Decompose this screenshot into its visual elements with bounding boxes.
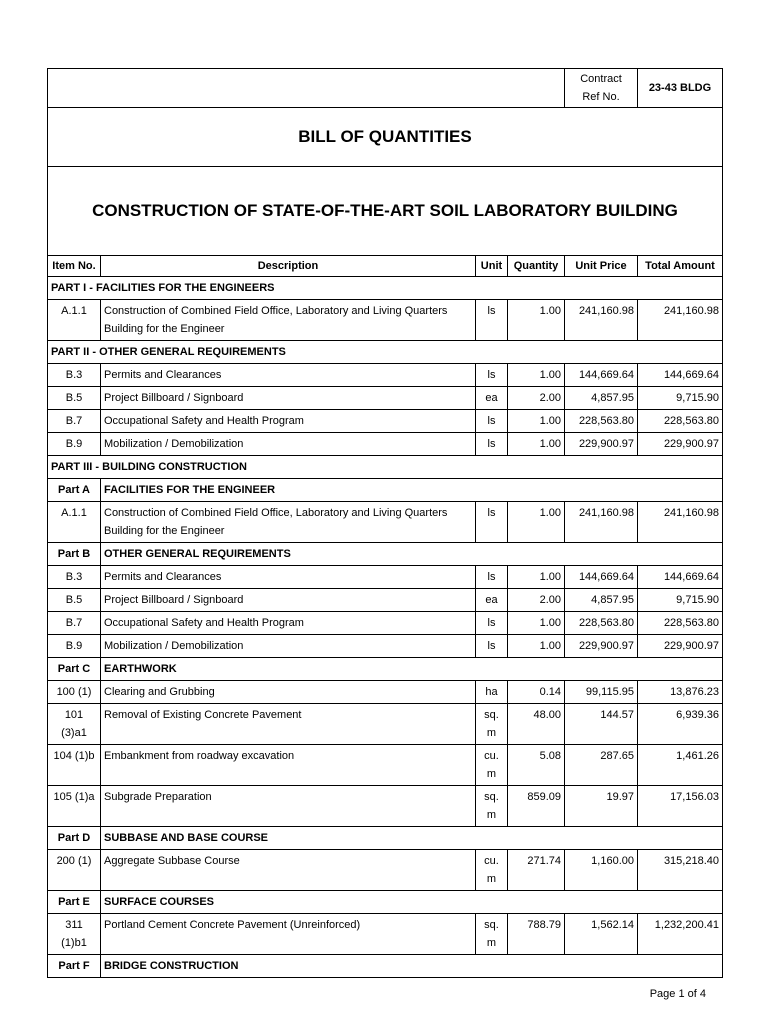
part-f-title: BRIDGE CONSTRUCTION: [101, 955, 723, 978]
quantity-cell: 1.00: [508, 635, 565, 658]
part-c-title: EARTHWORK: [101, 658, 723, 681]
item-no-cell: B.3: [48, 364, 101, 387]
part-d-title: SUBBASE AND BASE COURSE: [101, 827, 723, 850]
total-amount-cell: 229,900.97: [638, 433, 723, 456]
unit-cell: ha: [476, 681, 508, 704]
section-part-2: PART II - OTHER GENERAL REQUIREMENTS: [48, 341, 723, 364]
unit-price-cell: 287.65: [565, 745, 638, 786]
header-blank-cell: [48, 69, 565, 108]
table-row: [48, 566, 723, 589]
unit-price-cell: 229,900.97: [565, 635, 638, 658]
unit-cell: ls: [476, 502, 508, 543]
total-amount-cell: 13,876.23: [638, 681, 723, 704]
description-cell: Project Billboard / Signboard: [101, 387, 476, 410]
description-cell: Occupational Safety and Health Program: [101, 612, 476, 635]
section-part-1: PART I - FACILITIES FOR THE ENGINEERS: [48, 277, 723, 300]
description-cell: Clearing and Grubbing: [101, 681, 476, 704]
unit-price-cell: 4,857.95: [565, 387, 638, 410]
total-amount-cell: 9,715.90: [638, 387, 723, 410]
total-amount-cell: 17,156.03: [638, 786, 723, 827]
page-number: Page 1 of 4: [649, 988, 706, 1000]
item-no-cell: B.5: [48, 589, 101, 612]
unit-price-cell: 144,669.64: [565, 566, 638, 589]
unit-price-cell: 241,160.98: [565, 502, 638, 543]
part-header-row: [48, 658, 723, 681]
subtitle-row: [48, 167, 723, 256]
unit-cell: ls: [476, 612, 508, 635]
total-amount-cell: 229,900.97: [638, 635, 723, 658]
quantity-cell: 859.09: [508, 786, 565, 827]
table-row: [48, 745, 723, 786]
table-row: [48, 387, 723, 410]
col-header-quantity: Quantity: [508, 256, 565, 277]
unit-price-cell: 229,900.97: [565, 433, 638, 456]
contract-ref-label: [565, 69, 638, 108]
description-cell: Removal of Existing Concrete Pavement: [101, 704, 476, 745]
item-no-cell: 104 (1)b: [48, 745, 101, 786]
total-amount-cell: 9,715.90: [638, 589, 723, 612]
quantity-cell: 2.00: [508, 387, 565, 410]
quantity-cell: 1.00: [508, 300, 565, 341]
unit-cell: sq. m: [476, 704, 508, 745]
description-cell: Construction of Combined Field Office, Laboratory and Living Quarters Building for the Engineer: [101, 300, 476, 341]
total-amount-cell: 241,160.98: [638, 502, 723, 543]
total-amount-cell: 241,160.98: [638, 300, 723, 341]
item-no-cell: B.3: [48, 566, 101, 589]
boq-table: [47, 68, 723, 978]
part-e-label: Part E: [48, 891, 101, 914]
item-no-cell: B.5: [48, 387, 101, 410]
unit-cell: cu. m: [476, 745, 508, 786]
unit-price-cell: 1,562.14: [565, 914, 638, 955]
unit-price-cell: 19.97: [565, 786, 638, 827]
quantity-cell: 1.00: [508, 433, 565, 456]
table-row: [48, 635, 723, 658]
description-cell: Portland Cement Concrete Pavement (Unreinforced): [101, 914, 476, 955]
quantity-cell: 0.14: [508, 681, 565, 704]
unit-price-cell: 241,160.98: [565, 300, 638, 341]
unit-cell: ls: [476, 635, 508, 658]
contract-ref-row: [48, 69, 723, 108]
part-a-label: Part A: [48, 479, 101, 502]
section-part-3: PART III - BUILDING CONSTRUCTION: [48, 456, 723, 479]
boq-table-body: [48, 69, 723, 978]
col-header-description: Description: [101, 256, 476, 277]
part-header-row: [48, 955, 723, 978]
total-amount-cell: 1,461.26: [638, 745, 723, 786]
unit-cell: ls: [476, 300, 508, 341]
table-row: [48, 786, 723, 827]
table-row: [48, 502, 723, 543]
total-amount-cell: 144,669.64: [638, 364, 723, 387]
item-no-cell: 311 (1)b1: [48, 914, 101, 955]
quantity-cell: 2.00: [508, 589, 565, 612]
quantity-cell: 788.79: [508, 914, 565, 955]
table-row: [48, 681, 723, 704]
title-row: [48, 108, 723, 167]
document-title: BILL OF QUANTITIES: [48, 108, 723, 167]
table-row: [48, 612, 723, 635]
unit-cell: ls: [476, 433, 508, 456]
description-cell: Permits and Clearances: [101, 566, 476, 589]
quantity-cell: 1.00: [508, 566, 565, 589]
col-header-unit-price: Unit Price: [565, 256, 638, 277]
table-row: [48, 914, 723, 955]
part-header-row: [48, 827, 723, 850]
unit-cell: ls: [476, 410, 508, 433]
contract-label-line2: Ref No.: [582, 91, 620, 103]
description-cell: Embankment from roadway excavation: [101, 745, 476, 786]
item-no-cell: B.9: [48, 433, 101, 456]
part-f-label: Part F: [48, 955, 101, 978]
total-amount-cell: 1,232,200.41: [638, 914, 723, 955]
item-no-cell: 100 (1): [48, 681, 101, 704]
total-amount-cell: 144,669.64: [638, 566, 723, 589]
table-row: [48, 850, 723, 891]
section-header-row: [48, 456, 723, 479]
item-no-cell: 101 (3)a1: [48, 704, 101, 745]
item-no-cell: B.7: [48, 410, 101, 433]
unit-price-cell: 99,115.95: [565, 681, 638, 704]
unit-cell: ea: [476, 387, 508, 410]
col-header-item: Item No.: [48, 256, 101, 277]
section-header-row: [48, 277, 723, 300]
quantity-cell: 271.74: [508, 850, 565, 891]
item-no-cell: A.1.1: [48, 502, 101, 543]
bill-of-quantities-sheet: [47, 68, 722, 978]
unit-price-cell: 4,857.95: [565, 589, 638, 612]
part-a-title: FACILITIES FOR THE ENGINEER: [101, 479, 723, 502]
table-row: [48, 704, 723, 745]
part-b-label: Part B: [48, 543, 101, 566]
unit-cell: ea: [476, 589, 508, 612]
unit-price-cell: 1,160.00: [565, 850, 638, 891]
total-amount-cell: 6,939.36: [638, 704, 723, 745]
col-header-unit: Unit: [476, 256, 508, 277]
project-title: CONSTRUCTION OF STATE-OF-THE-ART SOIL LABORATORY BUILDING: [48, 167, 723, 256]
quantity-cell: 48.00: [508, 704, 565, 745]
table-row: [48, 300, 723, 341]
part-header-row: [48, 479, 723, 502]
part-c-label: Part C: [48, 658, 101, 681]
item-no-cell: B.7: [48, 612, 101, 635]
table-row: [48, 410, 723, 433]
quantity-cell: 1.00: [508, 502, 565, 543]
section-header-row: [48, 341, 723, 364]
part-d-label: Part D: [48, 827, 101, 850]
description-cell: Construction of Combined Field Office, Laboratory and Living Quarters Building for the Engineer: [101, 502, 476, 543]
contract-label-line1: Contract: [580, 73, 622, 85]
total-amount-cell: 228,563.80: [638, 612, 723, 635]
total-amount-cell: 228,563.80: [638, 410, 723, 433]
unit-cell: cu. m: [476, 850, 508, 891]
description-cell: Subgrade Preparation: [101, 786, 476, 827]
quantity-cell: 1.00: [508, 364, 565, 387]
description-cell: Aggregate Subbase Course: [101, 850, 476, 891]
item-no-cell: A.1.1: [48, 300, 101, 341]
description-cell: Mobilization / Demobilization: [101, 433, 476, 456]
unit-price-cell: 144,669.64: [565, 364, 638, 387]
unit-cell: sq. m: [476, 914, 508, 955]
unit-cell: ls: [476, 364, 508, 387]
unit-price-cell: 144.57: [565, 704, 638, 745]
description-cell: Mobilization / Demobilization: [101, 635, 476, 658]
unit-cell: ls: [476, 566, 508, 589]
table-row: [48, 589, 723, 612]
unit-cell: sq. m: [476, 786, 508, 827]
unit-price-cell: 228,563.80: [565, 410, 638, 433]
contract-ref-value: 23-43 BLDG: [638, 69, 723, 108]
part-e-title: SURFACE COURSES: [101, 891, 723, 914]
unit-price-cell: 228,563.80: [565, 612, 638, 635]
quantity-cell: 1.00: [508, 612, 565, 635]
item-no-cell: 200 (1): [48, 850, 101, 891]
part-header-row: [48, 891, 723, 914]
item-no-cell: B.9: [48, 635, 101, 658]
table-row: [48, 364, 723, 387]
column-header-row: [48, 256, 723, 277]
quantity-cell: 1.00: [508, 410, 565, 433]
quantity-cell: 5.08: [508, 745, 565, 786]
table-row: [48, 433, 723, 456]
item-no-cell: 105 (1)a: [48, 786, 101, 827]
col-header-total: Total Amount: [638, 256, 723, 277]
part-header-row: [48, 543, 723, 566]
description-cell: Occupational Safety and Health Program: [101, 410, 476, 433]
description-cell: Permits and Clearances: [101, 364, 476, 387]
part-b-title: OTHER GENERAL REQUIREMENTS: [101, 543, 723, 566]
description-cell: Project Billboard / Signboard: [101, 589, 476, 612]
total-amount-cell: 315,218.40: [638, 850, 723, 891]
